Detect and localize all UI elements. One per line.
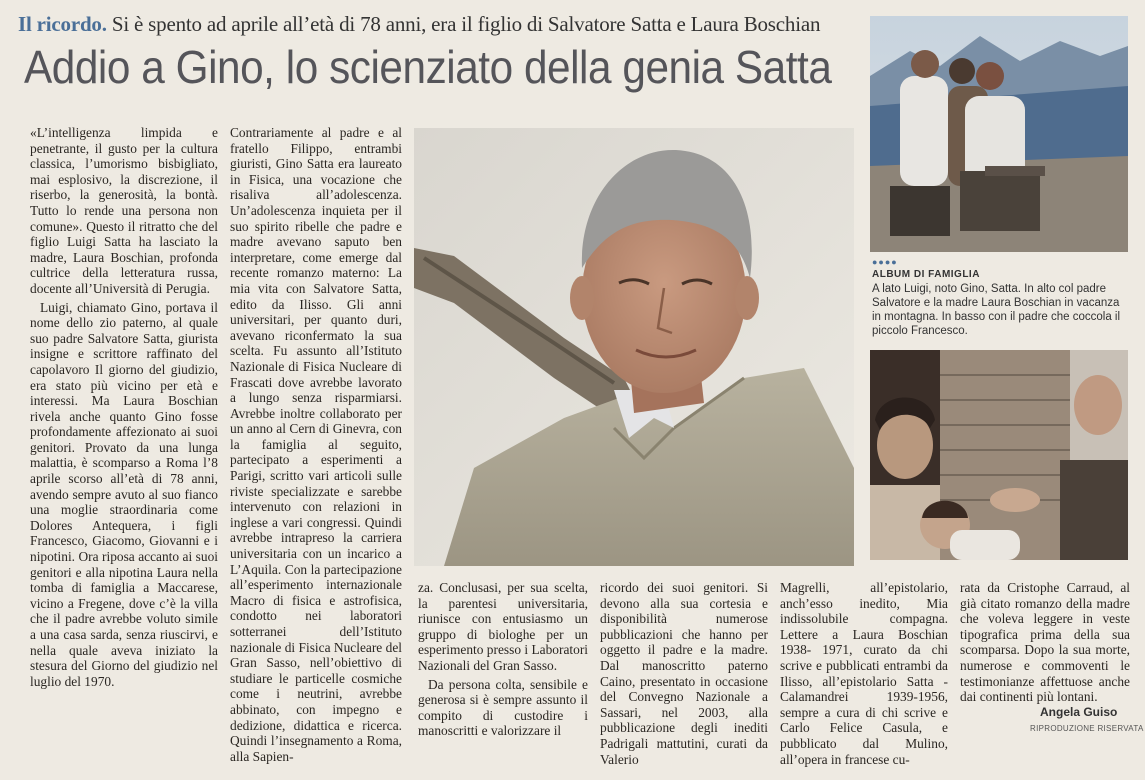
photo-caption bbox=[872, 257, 1128, 338]
caption-dots-icon: ●●●● bbox=[872, 257, 898, 267]
paragraph: za. Conclusasi, per sua scelta, la parentesi universitaria, riunisce con entusiasmo un gruppo di biologhe per un esperimento presso i Laboratori Nazionali del Gran Sasso. bbox=[418, 580, 588, 673]
paragraph: Contrariamente al padre e al fratello Filippo, entrambi giuristi, Gino Satta era laureato in Fisica, una vocazione che risaliva all’adolescenza. Un’adolescenza inquieta per il suo spirito ribelle che padre e madre avevano saputo ben interpretare, come emerge dal recente romanzo materno: La mia vita con Salvatore Satta, edito da Ilisso. Gli anni universitari, per quanto duri, avevano riconfermato la sua scelta. Fu assunto all’Istituto Nazionale di Fisica Nucleare di Frascati dove avrebbe lavorato a lungo senza risparmiarsi. Avrebbe inoltre collaborato per un anno al Cern di Ginevra, con la famiglia al seguito, partecipato a esperimenti a Parigi, scritto vari articoli sulle riviste specializzate e sarebbe intervenuto con relazioni in inglese a vari congressi. Quindi avrebbe intrapreso la carriera universitaria con un incarico a L’Aquila. Con la partecipazione all’esperimento internazionale Macro di fisica e astrofisica, condotto nei laboratori sotterranei dell’Istituto nazionale di Fisica Nucleare del Gran Sasso, nell’obiettivo di studiare le particelle cosmiche come i neutrini, avrebbe abbinato, con impegno e dedizione, didattica e ricerca. Quindi l’insegnamento a Roma, alla Sapien- bbox=[230, 125, 402, 764]
article-column-2 bbox=[230, 125, 402, 764]
caption-title: ALBUM DI FAMIGLIA bbox=[872, 269, 980, 280]
caption-text: A lato Luigi, noto Gino, Satta. In alto col padre Salvatore e la madre Laura Boschian in vacanza in montagna. In basso con il padre che coccola il piccolo Francesco. bbox=[872, 283, 1121, 337]
byline: Angela Guiso bbox=[1040, 705, 1118, 719]
paragraph: «L’intelligenza limpida e penetrante, il gusto per la cultura classica, l’umorismo bisbigliato, mai esplosivo, la discrezione, il riserbo, la generosità, la bontà. Tutto lo rende una persona non comune». Questo il ritratto che del figlio Luigi Satta ha lasciato la madre, Laura Boschian, profonda cultrice della letteratura russa, docente all’Università di Perugia. bbox=[30, 125, 218, 296]
headline: Addio a Gino, lo scienziato della genia Satta bbox=[24, 41, 832, 93]
paragraph: ricordo dei suoi genitori. Si devono alla sua cortesia e disponibilità numerose pubblicazioni che hanno per oggetto il padre e la madre. Dal manoscritto paterno Caino, presentato in occasione del Convegno Nazionale a Sassari, nel 2003, alla pubblicazione degli inediti Padrigali mattutini, curati da Valerio bbox=[600, 580, 768, 767]
father-and-baby-photo bbox=[870, 350, 1128, 560]
article-column-1 bbox=[30, 125, 218, 745]
paragraph: Da persona colta, sensibile e generosa si è sempre assunto il compito di custodire i manoscritti e valorizzare il bbox=[418, 676, 588, 739]
kicker bbox=[18, 12, 820, 37]
main-photo-gino-satta bbox=[414, 128, 854, 566]
article-column-5 bbox=[780, 580, 948, 767]
family-mountain-photo bbox=[870, 16, 1128, 252]
article-column-3 bbox=[418, 580, 588, 740]
kicker-text: Si è spento ad aprile all’età di 78 anni, era il figlio di Salvatore Satta e Laura Boschian bbox=[106, 12, 821, 36]
paragraph: Magrelli, all’epistolario, anch’esso inedito, Mia indissolubile compagna. Lettere a Laura Boschian 1938- 1971, curato da chi scrive e pubblicati entrambi da Ilisso, all’epistolario Satta - Calamandrei 1939-1956, sempre a cura di chi scrive e Carlo Felice Casula, e pubblicato dal Mulino, all’opera in francese cu- bbox=[780, 580, 948, 767]
article-column-4 bbox=[600, 580, 768, 767]
article-column-6 bbox=[960, 580, 1130, 705]
kicker-lead: Il ricordo. bbox=[18, 12, 107, 36]
paragraph: rata da Cristophe Carraud, al già citato romanzo della madre che voleva leggere in veste tipografica prima della sua scomparsa. Dopo la sua morte, numerose e commoventi le testimonianze affettuose anche dai continenti più lontani. bbox=[960, 580, 1130, 705]
copyright-notice: RIPRODUZIONE RISERVATA bbox=[1030, 724, 1144, 733]
paragraph: Luigi, chiamato Gino, portava il nome dello zio paterno, al quale suo padre Salvatore Satta, giurista insigne e scrittore raffinato del capolavoro Il giorno del giudizio, era stato più vicino per età e interessi. Ma Laura Boschian rivela anche quanto Gino fosse profondamente affezionato ai suoi genitori. Provato da una lunga malattia, è scomparso a Roma l’8 aprile scorso all’età di 78 anni, avendo sempre avuto al suo fianco una moglie straordinaria come Dolores Antequera, i figli Francesco, Giacomo, Giovanni e i nipotini. Ora riposa accanto ai suoi genitori e alla nipotina Laura nella tomba di famiglia a Maccarese, vicino a Fregene, dove c’è la villa che il padre avrebbe voluto simile a una casa sarda, senza riuscirvi, e nella quale aveva iniziato la stesura del Giorno del giudizio nel luglio del 1970. bbox=[30, 299, 218, 689]
